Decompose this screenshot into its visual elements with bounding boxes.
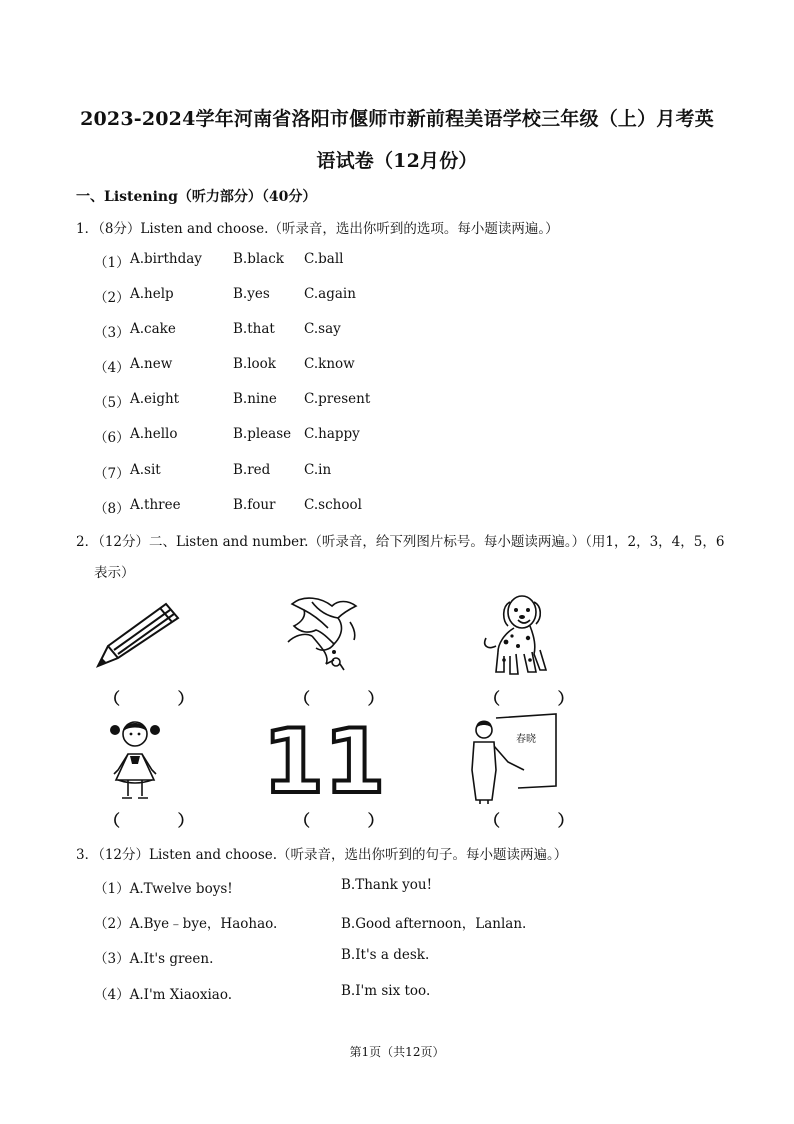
section-heading: 一、Listening（听力部分）（40分） — [76, 189, 317, 205]
page-footer: 第1页（共12页） — [349, 1045, 445, 1059]
pencil-icon — [92, 598, 184, 672]
kite-icon — [282, 592, 372, 674]
option-c[interactable]: C.in — [304, 462, 332, 478]
option-a[interactable]: A.cake — [130, 321, 176, 337]
option-a[interactable]: A.eight — [130, 391, 180, 407]
q1-item-number: （6） — [94, 430, 130, 446]
q3-item-number: （3） — [94, 951, 130, 967]
number-11-icon — [262, 710, 386, 813]
option-c[interactable]: C.school — [304, 497, 362, 513]
option-b[interactable]: B.yes — [233, 286, 270, 302]
option-b[interactable]: B.four — [233, 497, 276, 513]
option-b[interactable]: B.nine — [233, 391, 277, 407]
picture-6-blank[interactable]: （ ） — [484, 811, 600, 830]
question-1-prompt: 1．（8分）Listen and choose.（听录音，选出你听到的选项。每小题读两遍。） — [76, 221, 559, 237]
q1-item-number: （2） — [94, 290, 130, 306]
q3-item-number: （1） — [94, 881, 130, 897]
option-b[interactable]: B.I'm six too. — [341, 983, 431, 999]
option-c[interactable]: C.happy — [304, 426, 360, 442]
option-a-text: A.Twelve boys! — [129, 881, 233, 897]
option-a[interactable]: A.new — [130, 356, 173, 372]
teacher-icon — [466, 710, 560, 806]
number-11-label: 11 — [262, 710, 386, 813]
question-2-prompt: 2．（12分）二、Listen and number.（听录音，给下列图片标号。每小题读两遍。）（用1，2，3，4，5，6 — [76, 534, 725, 550]
option-c[interactable]: C.know — [304, 356, 355, 372]
option-b[interactable]: B.It's a desk. — [341, 947, 430, 963]
title-line-1: 2023-2024学年河南省洛阳市偃师市新前程美语学校三年级（上）月考英 — [80, 108, 714, 130]
option-b[interactable]: B.please — [233, 426, 292, 442]
picture-1-blank[interactable]: （ ） — [104, 689, 220, 708]
option-b[interactable]: B.Thank you! — [341, 877, 432, 893]
option-a[interactable]: A.hello — [130, 426, 178, 442]
option-a[interactable]: A.help — [130, 286, 174, 302]
dog-icon — [474, 590, 554, 680]
option-a[interactable]: A.sit — [130, 462, 161, 478]
q3-item-number: （2） — [94, 916, 130, 932]
picture-5-blank[interactable]: （ ） — [294, 811, 410, 830]
option-b[interactable]: B.Good afternoon，Lanlan. — [341, 916, 527, 932]
q3-item-a[interactable] — [94, 983, 232, 1003]
girl-icon — [104, 714, 166, 806]
q3-item-a[interactable] — [94, 877, 233, 897]
q1-item-number: （1） — [94, 255, 130, 271]
q1-item-number: （3） — [94, 325, 130, 341]
q1-item-number: （5） — [94, 395, 130, 411]
picture-3-blank[interactable]: （ ） — [484, 689, 600, 708]
q3-item-a[interactable] — [94, 912, 277, 932]
option-b[interactable]: B.red — [233, 462, 271, 478]
question-2-prompt-cont: 表示） — [94, 565, 135, 581]
option-a-text: A.It's green. — [129, 951, 214, 967]
option-b[interactable]: B.that — [233, 321, 275, 337]
board-text: 春晓 — [516, 734, 536, 745]
q1-item-number: （7） — [94, 466, 130, 482]
option-c[interactable]: C.present — [304, 391, 371, 407]
q1-item-number: （8） — [94, 501, 130, 517]
title-line-2: 语试卷（12月份） — [316, 150, 478, 172]
option-b[interactable]: B.black — [233, 251, 284, 267]
option-a[interactable]: A.three — [130, 497, 181, 513]
q1-item-number: （4） — [94, 360, 130, 376]
option-b[interactable]: B.look — [233, 356, 276, 372]
option-c[interactable]: C.ball — [304, 251, 344, 267]
option-c[interactable]: C.again — [304, 286, 356, 302]
q3-item-a[interactable] — [94, 947, 213, 967]
option-a-text: A.Bye﹣bye，Haohao. — [129, 916, 278, 932]
q3-item-number: （4） — [94, 987, 130, 1003]
option-a-text: A.I'm Xiaoxiao. — [129, 987, 233, 1003]
picture-2-blank[interactable]: （ ） — [294, 689, 410, 708]
option-c[interactable]: C.say — [304, 321, 341, 337]
picture-4-blank[interactable]: （ ） — [104, 811, 220, 830]
option-a[interactable]: A.birthday — [130, 251, 202, 267]
question-3-prompt: 3．（12分）Listen and choose.（听录音，选出你听到的句子。每小题读两遍。） — [76, 847, 568, 863]
